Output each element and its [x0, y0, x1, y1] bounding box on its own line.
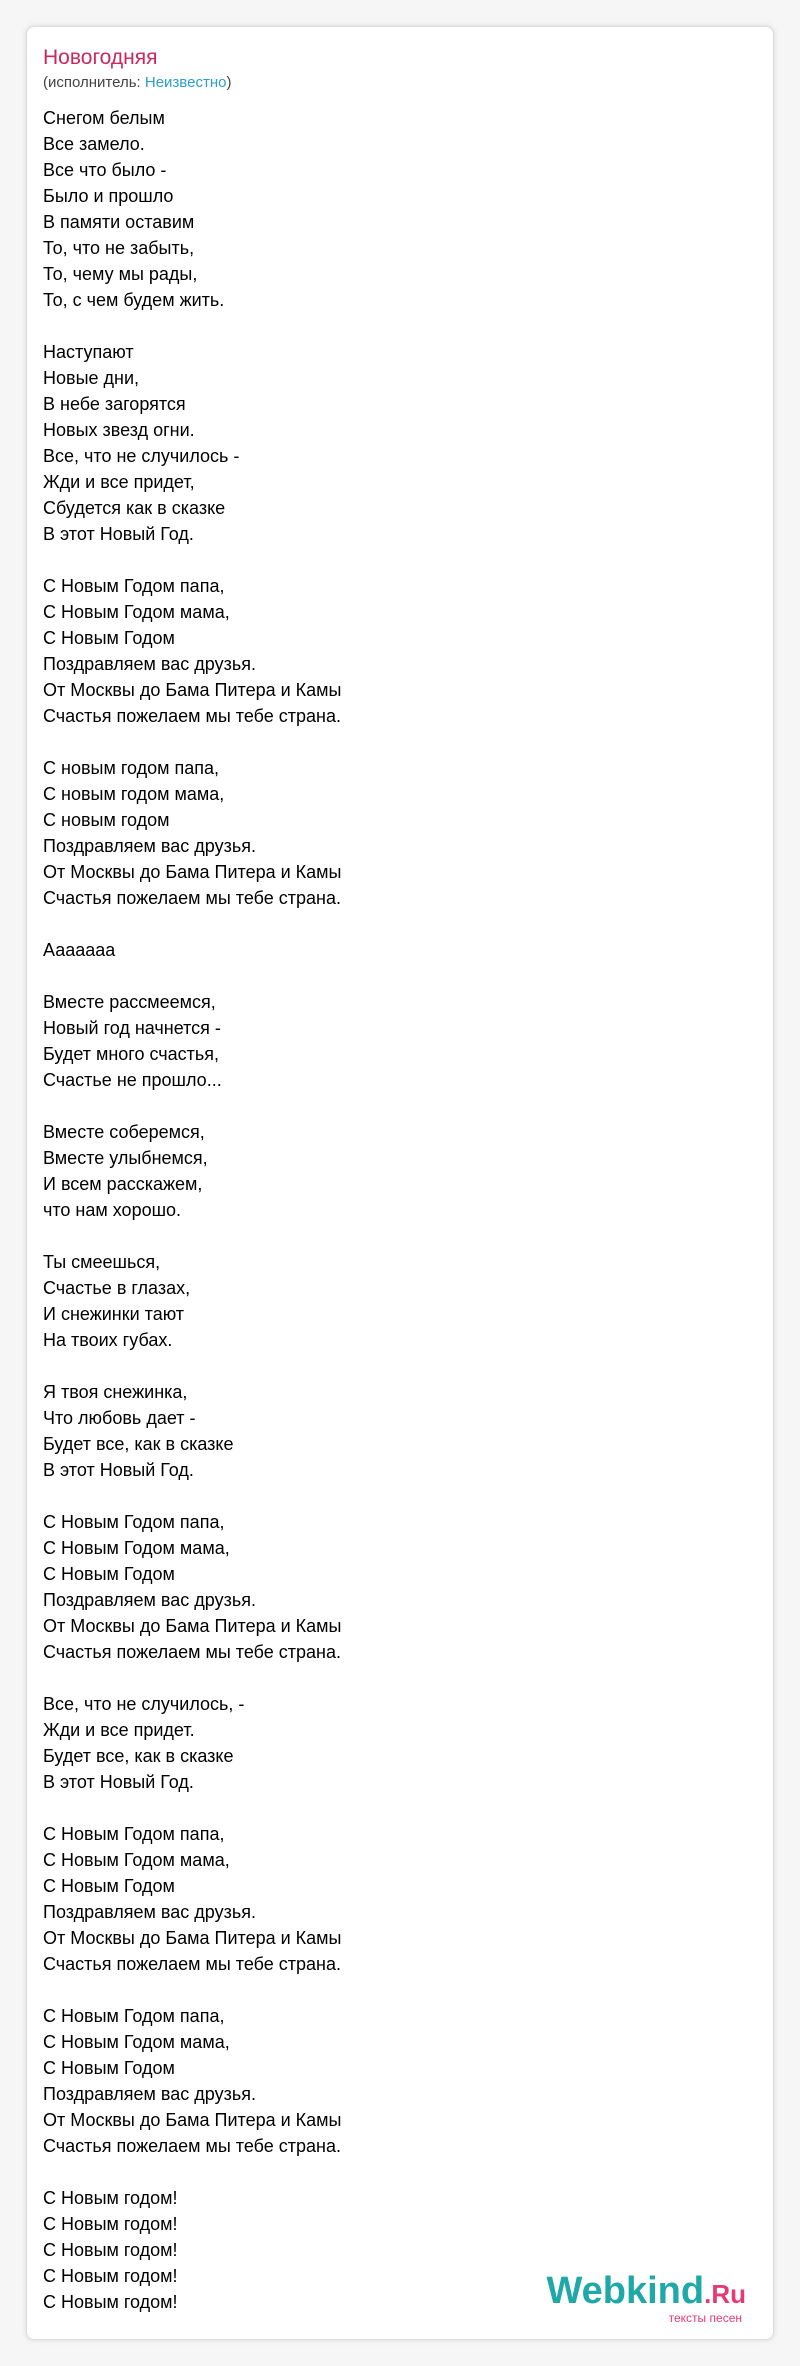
- lyric-line: Снегом белым: [43, 108, 165, 128]
- lyric-line: С Новым годом!: [43, 2292, 178, 2312]
- lyrics-text: [43, 105, 743, 2340]
- lyric-line: С Новым Годом: [43, 1564, 175, 1584]
- lyric-line: С Новым Годом папа,: [43, 576, 225, 596]
- lyric-line: Новых звезд огни.: [43, 420, 195, 440]
- lyric-line: Все что было -: [43, 160, 167, 180]
- lyric-line: Новые дни,: [43, 368, 140, 388]
- lyric-line: Счастье не прошло...: [43, 1070, 222, 1090]
- lyric-line: Все, что не случилось -: [43, 446, 240, 466]
- lyric-line: С Новым годом!: [43, 2266, 178, 2286]
- lyric-line: С Новым Годом: [43, 1876, 175, 1896]
- artist-suffix: ): [226, 74, 232, 91]
- lyric-line: От Москвы до Бама Питера и Камы: [43, 1616, 342, 1636]
- lyric-line: Было и прошло: [43, 186, 174, 206]
- lyric-line: С Новым Годом мама,: [43, 1850, 230, 1870]
- lyrics-stanza: [43, 1691, 743, 1795]
- lyric-line: Поздравляем вас друзья.: [43, 836, 256, 856]
- lyric-line: С Новым Годом мама,: [43, 602, 230, 622]
- lyric-line: Жди и все придет,: [43, 472, 195, 492]
- lyric-line: На твоих губах.: [43, 1330, 173, 1350]
- lyrics-stanza: [43, 1379, 743, 1483]
- lyric-line: С Новым Годом: [43, 628, 175, 648]
- lyric-line: С Новым Годом: [43, 2058, 175, 2078]
- lyric-line: Поздравляем вас друзья.: [43, 1590, 256, 1610]
- lyric-line: С Новым годом!: [43, 2240, 178, 2260]
- lyric-line: В этот Новый Год.: [43, 524, 194, 544]
- lyric-line: Счастья пожелаем мы тебе страна.: [43, 1954, 341, 1974]
- artist-line: [43, 73, 231, 93]
- lyric-line: Счастья пожелаем мы тебе страна.: [43, 706, 341, 726]
- lyrics-stanza: [43, 1119, 743, 1223]
- brand-main: Webkind: [546, 2270, 705, 2312]
- brand-name: [546, 2269, 746, 2316]
- lyric-line: Жди и все придет.: [43, 1720, 195, 1740]
- lyric-line: Все, что не случилось, -: [43, 1694, 245, 1714]
- lyrics-stanza: [43, 755, 743, 911]
- lyrics-stanza: [43, 2003, 743, 2159]
- lyric-line: То, чему мы рады,: [43, 264, 198, 284]
- lyric-line: Счастье в глазах,: [43, 1278, 191, 1298]
- lyric-line: Будет много счастья,: [43, 1044, 220, 1064]
- lyric-line: В памяти оставим: [43, 212, 195, 232]
- lyric-line: С Новым Годом папа,: [43, 1512, 225, 1532]
- lyric-line: От Москвы до Бама Питера и Камы: [43, 680, 342, 700]
- lyric-line: В этот Новый Год.: [43, 1460, 194, 1480]
- lyric-line: Вместе улыбнемся,: [43, 1148, 208, 1168]
- lyric-line: От Москвы до Бама Питера и Камы: [43, 1928, 342, 1948]
- lyric-line: Новый год начнется -: [43, 1018, 221, 1038]
- lyric-line: Я твоя снежинка,: [43, 1382, 188, 1402]
- lyric-line: С Новым Годом папа,: [43, 1824, 225, 1844]
- lyric-line: Поздравляем вас друзья.: [43, 654, 256, 674]
- lyric-line: С новым годом папа,: [43, 758, 220, 778]
- lyric-line: Ты смеешься,: [43, 1252, 161, 1272]
- lyric-line: Ааааааа: [43, 940, 116, 960]
- lyric-line: Все замело.: [43, 134, 145, 154]
- lyric-line: В этот Новый Год.: [43, 1772, 194, 1792]
- lyric-line: Будет все, как в сказке: [43, 1746, 234, 1766]
- site-logo[interactable]: [546, 2269, 746, 2339]
- lyrics-stanza: [43, 339, 743, 547]
- lyric-line: Счастья пожелаем мы тебе страна.: [43, 888, 341, 908]
- lyrics-stanza: [43, 105, 743, 313]
- lyrics-stanza: [43, 573, 743, 729]
- lyric-line: С Новым Годом мама,: [43, 1538, 230, 1558]
- song-title: Новогодняя: [43, 46, 158, 69]
- lyric-line: Вместе рассмеемся,: [43, 992, 216, 1012]
- lyric-line: Вместе соберемся,: [43, 1122, 205, 1142]
- lyric-line: То, что не забыть,: [43, 238, 195, 258]
- lyric-line: От Москвы до Бама Питера и Камы: [43, 862, 342, 882]
- lyric-line: Поздравляем вас друзья.: [43, 1902, 256, 1922]
- brand-tld: .Ru: [704, 2279, 746, 2309]
- lyric-line: Счастья пожелаем мы тебе страна.: [43, 2136, 341, 2156]
- lyrics-stanza: [43, 989, 743, 1093]
- lyric-line: Поздравляем вас друзья.: [43, 2084, 256, 2104]
- lyric-line: С Новым Годом мама,: [43, 2032, 230, 2052]
- lyric-line: И всем расскажем,: [43, 1174, 203, 1194]
- lyric-line: От Москвы до Бама Питера и Камы: [43, 2110, 342, 2130]
- lyric-line: В небе загорятся: [43, 394, 186, 414]
- lyric-line: Сбудется как в сказке: [43, 498, 226, 518]
- lyrics-stanza: [43, 937, 743, 963]
- artist-prefix: (исполнитель:: [43, 74, 145, 91]
- lyrics-stanza: [43, 1509, 743, 1665]
- lyric-line: То, с чем будем жить.: [43, 290, 225, 310]
- lyric-line: И снежинки тают: [43, 1304, 185, 1324]
- brand-tagline: тексты песен: [668, 2311, 742, 2325]
- lyric-line: С Новым Годом папа,: [43, 2006, 225, 2026]
- lyric-line: Счастья пожелаем мы тебе страна.: [43, 1642, 341, 1662]
- lyric-line: Наступают: [43, 342, 134, 362]
- lyric-line: С Новым годом!: [43, 2214, 178, 2234]
- lyrics-stanza: [43, 1249, 743, 1353]
- lyric-line: С новым годом мама,: [43, 784, 225, 804]
- lyric-line: С новым годом: [43, 810, 170, 830]
- lyric-line: Что любовь дает -: [43, 1408, 196, 1428]
- lyrics-stanza: [43, 1821, 743, 1977]
- lyric-line: С Новым годом!: [43, 2188, 178, 2208]
- lyrics-card: [26, 26, 774, 2340]
- artist-link[interactable]: Неизвестно: [144, 74, 227, 91]
- lyric-line: что нам хорошо.: [43, 1200, 182, 1220]
- lyric-line: Будет все, как в сказке: [43, 1434, 234, 1454]
